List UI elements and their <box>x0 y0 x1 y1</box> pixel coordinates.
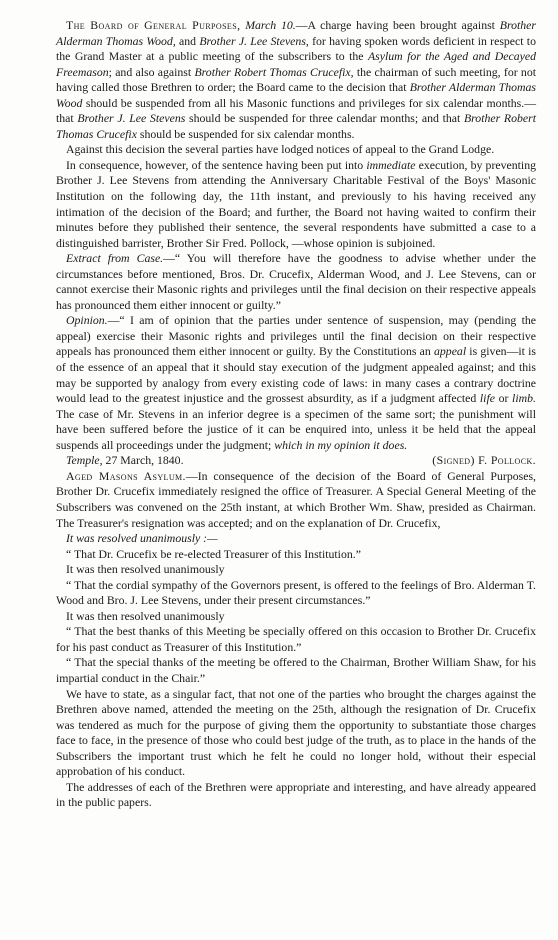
resolution-quote: “ That the cordial sympathy of the Governors present, is offered to the feelings of Bro. Alderman T. Wood and Bro. J. Lee Stevens, under their present circumstances.” <box>56 577 536 608</box>
resolution-quote: “ That the best thanks of this Meeting be specially offered on this occasion to Brother Dr. Crucefix for his past conduct as Treasurer of this Institution.” <box>56 624 536 654</box>
signature-line <box>56 453 536 469</box>
resolution-line: It was resolved unanimously :— <box>66 531 218 546</box>
paragraph-aged-masons-asylum: Aged Masons Asylum.—In consequence of the decision of the Board of General Purposes, Brother Dr. Crucefix immediately resigned the office of Treasurer. A Special General Meeting of the Subscribers was convened on the 25th instant, at which Brother Wm. Shaw, presided as Chairman. The Treasurer's resignation was accepted; and on the explanation of Dr. Crucefix, <box>56 468 536 530</box>
signature-name: (Signed) F. Pollock. <box>432 453 536 468</box>
resolution-line: It was then resolved unanimously <box>66 562 225 577</box>
resolution-quote: “ That the special thanks of the meeting be offered to the Chairman, Brother William Shaw, for his impartial conduct in the Chair.” <box>56 655 536 685</box>
extract-label: Extract from Case. <box>66 251 164 266</box>
date-text: March 10. <box>240 18 296 32</box>
article-column <box>56 18 536 811</box>
paragraph-consequence: In consequence, however, of the sentence having been put into immediate execution, by preventing Brother J. Lee Stevens from attending the Anniversary Charitable Festival of the Boys' Masonic Institution on the following day, the 11th instant, and previously to his having received any intimation of the decision of the Board; and further, the Board not having waited to confirm their minutes before they published their sentence, the several respondents have submitted a case to a distinguished barrister, Brother Sir Fred. Pollock, —whose opinion is subjoined. <box>56 157 536 250</box>
resolution-line: It was then resolved unanimously <box>66 608 225 623</box>
paragraph-opinion: Opinion.—“ I am of opinion that the parties under sentence of suspension, may (pending the appeal) exercise their Masonic rights and privileges until the final decision on their respective appeals has pronounced them either innocent or guilty. By the Constitutions an appeal is given—it is of the essence of an appeal that it should stay execution of the judgment appealed against; and this may be supported by analogy from every existing code of laws: in many cases a contrary doctrine would lead to the greatest injustice and the grossest absurdity, as if a judgment affected life or limb. The case of Mr. Stevens in an inferior degree is a specimen of the same sort; the punishment will have been suffered before the justice of it can be enquired into, unless it be held that the appeal suspends all proceedings under the judgment; which in my opinion it does. <box>56 313 536 452</box>
paragraph-appeal: Against this decision the several parties have lodged notices of appeal to the Grand Lodge. <box>66 142 495 157</box>
opinion-label: Opinion. <box>66 313 108 328</box>
paragraph-extract-from-case: Extract from Case.—“ You will therefore have the goodness to advise whether under the circumstances before mentioned, Bros. Dr. Crucefix, Alderman Wood, and J. Lee Stevens, can or cannot exercise their Masonic rights and privileges until the final decision on their respective appeals has pronounced them either innocent or guilty.” <box>56 251 536 312</box>
section-heading: Aged Masons Asylum. <box>66 468 186 483</box>
paragraph-addresses: The addresses of each of the Brethren were appropriate and interesting, and have already appeared in the public papers. <box>56 779 536 810</box>
resolution-quote: “ That Dr. Crucefix be re-elected Treasurer of this Institution.” <box>66 546 361 561</box>
paragraph-singular-fact: We have to state, as a singular fact, that not one of the parties who brought the charges against the Brethren above named, attended the meeting on the 25th, although the resignation of Dr. Crucefix was tendered as much for the purpose of giving them the opportunity to substantiate those charges face to face, in the presence of those who could best judge of the truth, as to place in the hands of the Subscribers the important trust which he felt he could no longer hold, without their especial approbation of his conduct. <box>56 686 536 779</box>
signature-place: Temple, <box>66 453 103 468</box>
paragraph-board-charge: The Board of General Purposes, March 10.—A charge having been brought against Brother Alderman Thomas Wood, and Brother J. Lee Stevens, for having spoken words deficient in respect to the Grand Master at a public meeting of the subscribers to the Asylum for the Aged and Decayed Freemason; and also against Brother Robert Thomas Crucefix, the chairman of such meeting, for not having called those Brethren to order; the Board came to the decision that Brother Alderman Thomas Wood should be suspended from all his Masonic functions and privileges for six calendar months.—that Brother J. Lee Stevens should be suspended for three calendar months; and that Brother Robert Thomas Crucefix should be suspended for six calendar months. <box>56 18 537 141</box>
section-heading: The Board of General Purposes, <box>66 18 241 32</box>
signature-date: 27 March, 1840. <box>102 453 184 468</box>
